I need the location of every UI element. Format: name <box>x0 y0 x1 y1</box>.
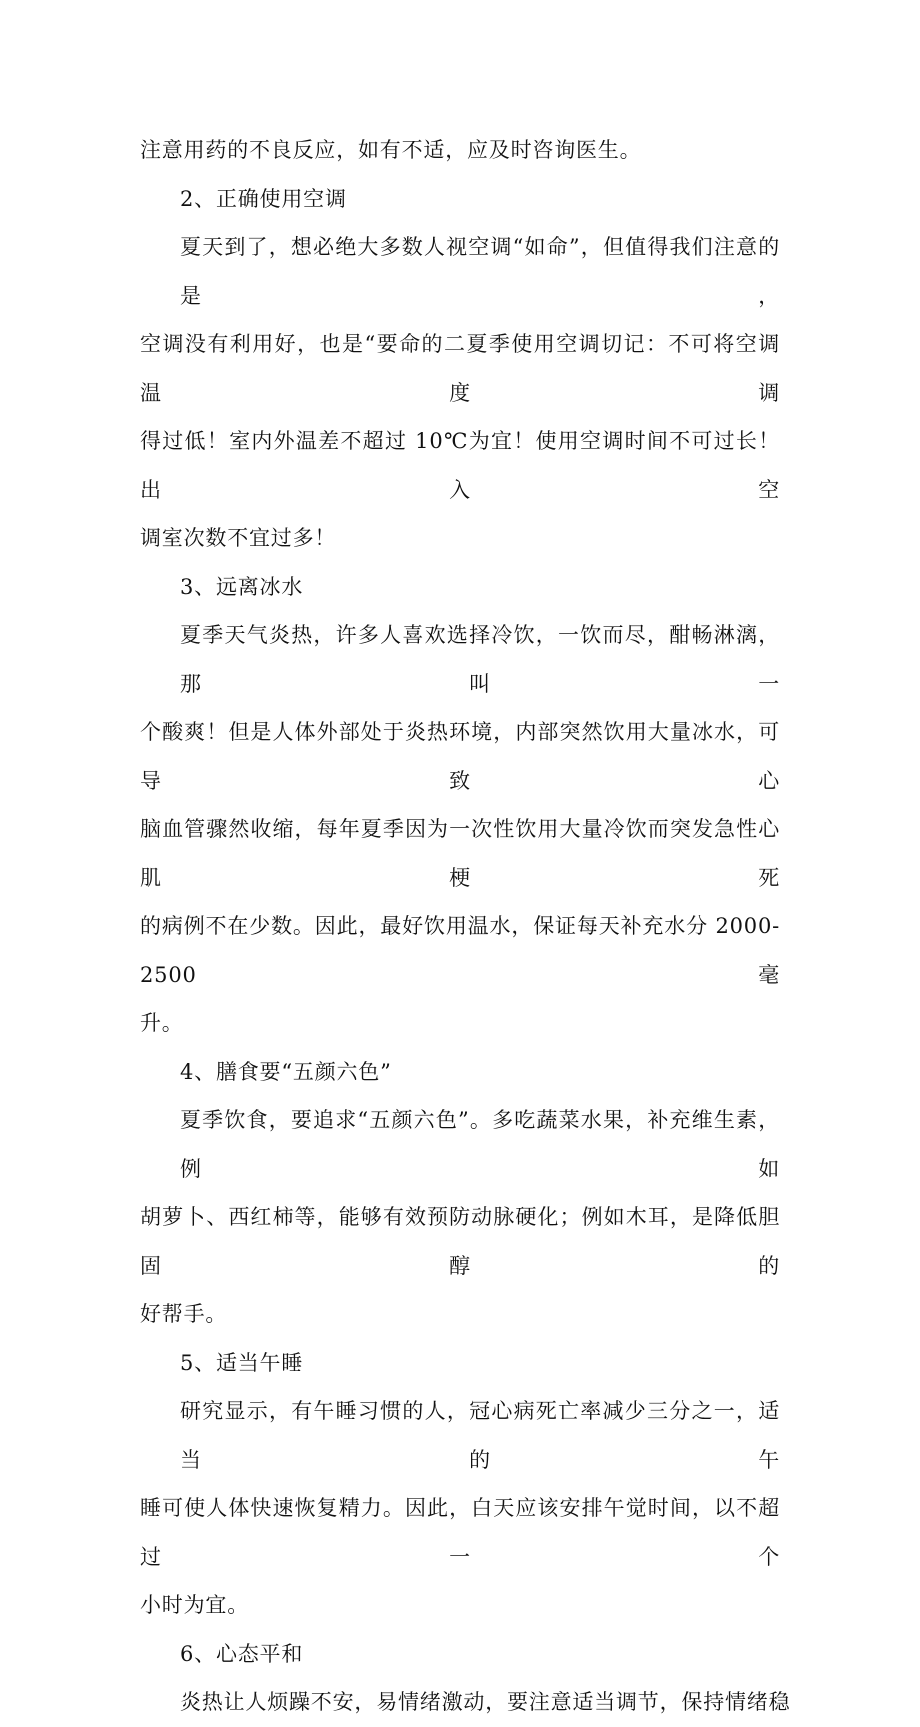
paragraph-line: 个酸爽！但是人体外部处于炎热环境，内部突然饮用大量冰水，可导致心 <box>140 720 780 793</box>
paragraph-line: 夏季饮食，要追求“五颜六色”。多吃蔬菜水果，补充维生素，例如 <box>180 1108 780 1181</box>
paragraph-line: 炎热让人烦躁不安，易情绪激动，要注意适当调节，保持情绪稳 <box>180 1690 791 1714</box>
section-heading: 2、正确使用空调 <box>180 186 347 211</box>
paragraph-line: 升。 <box>140 1011 184 1035</box>
paragraph-line: 调室次数不宜过多！ <box>140 526 337 550</box>
paragraph-line: 夏季天气炎热，许多人喜欢选择冷饮，一饮而尽，酣畅淋漓，那叫一 <box>180 623 780 696</box>
paragraph-line: 睡可使人体快速恢复精力。因此，白天应该安排午觉时间，以不超过一个 <box>140 1496 780 1569</box>
document-body <box>140 126 791 1727</box>
paragraph-line: 的病例不在少数。因此，最好饮用温水，保证每天补充水分 2000-2500 毫 <box>140 914 780 987</box>
paragraph-line: 得过低！室内外温差不超过 10℃为宜！使用空调时间不可过长！出入空 <box>140 429 780 502</box>
paragraph-line: 夏天到了，想必绝大多数人视空调“如命”，但值得我们注意的是， <box>180 235 780 308</box>
section-heading: 6、心态平和 <box>180 1641 304 1666</box>
paragraph-line: 好帮手。 <box>140 1302 228 1326</box>
section-heading: 4、膳食要“五颜六色” <box>180 1059 392 1084</box>
section-heading: 5、适当午睡 <box>180 1350 304 1375</box>
paragraph-line: 研究显示，有午睡习惯的人，冠心病死亡率减少三分之一，适当的午 <box>180 1399 780 1472</box>
paragraph-line: 空调没有利用好，也是“要命的二夏季使用空调切记：不可将空调温度调 <box>140 332 780 405</box>
paragraph-line: 注意用药的不良反应，如有不适，应及时咨询医生。 <box>140 138 642 162</box>
paragraph-line: 脑血管骤然收缩，每年夏季因为一次性饮用大量冷饮而突发急性心肌梗死 <box>140 817 780 890</box>
paragraph-line: 胡萝卜、西红柿等，能够有效预防动脉硬化；例如木耳，是降低胆固醇的 <box>140 1205 780 1278</box>
paragraph-line: 小时为宜。 <box>140 1593 249 1617</box>
section-heading: 3、远离冰水 <box>180 574 304 599</box>
